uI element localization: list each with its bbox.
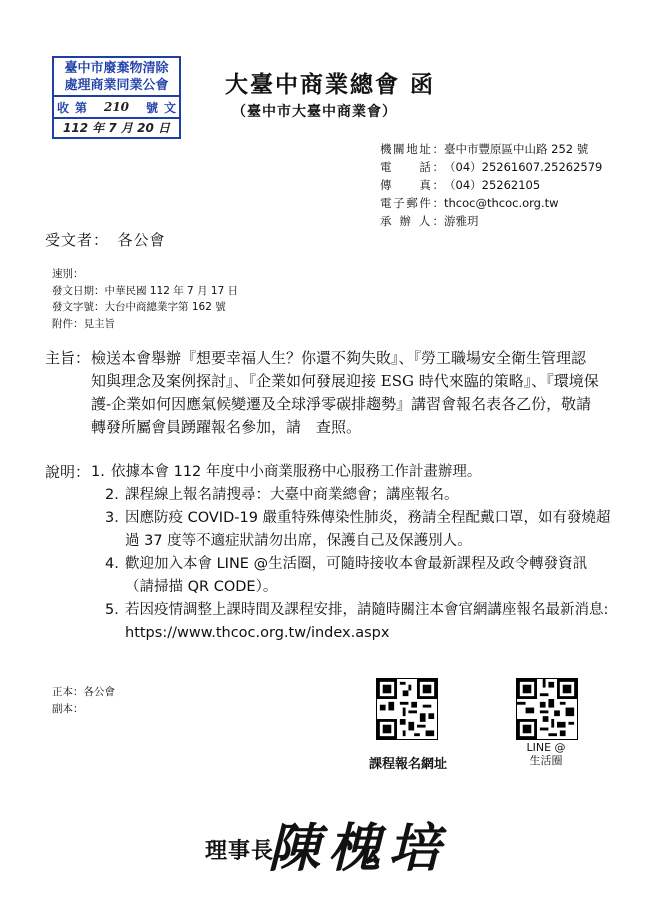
- document-meta: [52, 266, 238, 332]
- document-subtitle: （臺中市大臺中商業會）: [232, 104, 397, 120]
- contact-row: 承 辦 人： 游雅玥: [380, 214, 479, 228]
- meta-row: 發文字號：大台中商總業字第 162 號: [52, 301, 226, 313]
- list-item: 3. 因應防疫 COVID-19 嚴重特殊傳染性肺炎，務請全程配戴口罩，如有發燒超過 37 度等不適症狀請勿出席，保護自己及保護別人。: [105, 510, 611, 549]
- signature-name: 陳槐培: [268, 818, 449, 879]
- explanation-list: [91, 461, 611, 645]
- recipient: 受文者： 各公會: [45, 231, 166, 249]
- document-title: 大臺中商業總會 函: [225, 71, 436, 98]
- stamp-date: 112 年 7 月 20 日: [63, 121, 170, 135]
- stamp-number-row: 收 第 210 號 文: [54, 97, 179, 119]
- list-item: 1. 依據本會 112 年度中小商業服務中心服務工作計畫辦理。: [91, 464, 482, 480]
- explanation-label: 說明：: [45, 463, 91, 481]
- stamp-number: 210: [103, 100, 130, 114]
- subject-section: [45, 347, 600, 439]
- stamp-org: 臺中市廢棄物清除 處理商業同業公會: [54, 58, 179, 97]
- contact-row: 傳 真： （04）25262105: [380, 178, 541, 192]
- contact-row: 電 話： （04）25261607.25262579: [380, 160, 603, 174]
- qr-line-caption: LINE @ 生活圈: [526, 741, 566, 767]
- meta-row: 發文日期：中華民國 112 年 7 月 17 日: [52, 284, 239, 297]
- meta-row: 附件：見主旨: [52, 317, 115, 330]
- qr-course-caption: 課程報名網址: [368, 757, 447, 772]
- list-item: 2. 課程線上報名請搜尋：大臺中商業總會；講座報名。: [105, 487, 459, 503]
- contact-row: 機關地址： 臺中市豐原區中山路 252 號: [380, 142, 589, 156]
- cc-block: [52, 684, 115, 718]
- meta-row: 速別：: [52, 268, 84, 280]
- signature-title: 理事長: [205, 838, 275, 864]
- contact-block: [380, 140, 602, 230]
- qr-code-icon: [376, 678, 438, 740]
- qr-line-group[interactable]: [516, 678, 578, 744]
- qr-course-registration[interactable]: [376, 678, 438, 744]
- list-item: 4. 歡迎加入本會 LINE @生活圈，可隨時接收本會最新課程及政令轉發資訊（請掃描 QR CODE）。: [105, 556, 588, 595]
- cc-copy: 副本：: [52, 703, 84, 715]
- contact-row: 電子郵件： thcoc@thcoc.org.tw: [380, 196, 559, 210]
- subject-text: 檢送本會舉辦『想要幸福人生？你還不夠失敗』、『勞工職場安全衛生管理認知與理念及案例探討』、『企業如何發展迎接 ESG 時代來臨的策略』、『環境保護-企業如何因應氣候變遷及全球淨零碳排趨勢』講習會報名表各乙份，敬請轉發所屬會員踴躍報名參加，請 查照。: [91, 349, 599, 436]
- subject-label: 主旨：: [45, 349, 91, 367]
- cc-main: 正本：各公會: [52, 686, 115, 698]
- list-item: 5. 若因疫情調整上課時間及課程安排，請隨時關注本會官網講座報名最新消息: https://www.thcoc.org.tw/index.aspx: [105, 602, 609, 641]
- receipt-stamp: [52, 56, 181, 139]
- qr-code-icon: [516, 678, 578, 740]
